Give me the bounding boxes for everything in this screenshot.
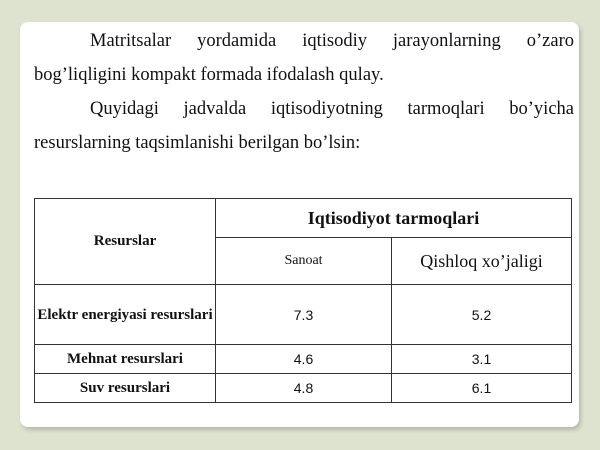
cell-suv-sanoat: 4.8 (216, 374, 392, 403)
cell-elektr-sanoat: 7.3 (216, 285, 392, 345)
row-label-elektr: Elektr energiyasi resurslari (35, 285, 216, 345)
table-row (35, 345, 572, 374)
cell-elektr-qishloq: 5.2 (392, 285, 572, 345)
cell-suv-qishloq: 6.1 (392, 374, 572, 403)
table-header-row (35, 199, 572, 238)
resources-table (34, 198, 572, 403)
paragraph-intro (34, 24, 574, 92)
header-resurslar: Resurslar (35, 199, 216, 285)
table-row (35, 285, 572, 345)
header-iqtisodiyot-tarmoqlari: Iqtisodiyot tarmoqlari (216, 199, 572, 238)
table-row (35, 374, 572, 403)
cell-mehnat-qishloq: 3.1 (392, 345, 572, 374)
cell-mehnat-sanoat: 4.6 (216, 345, 392, 374)
paragraph-table-intro (34, 92, 574, 160)
row-label-mehnat: Mehnat resurslari (35, 345, 216, 374)
header-sanoat: Sanoat (216, 238, 392, 285)
slide (20, 22, 579, 427)
paragraph-intro-text: Matritsalar yordamida iqtisodiy jarayonlarning o’zaro bog’liqligini kompakt formada ifodalash qulay. (34, 31, 574, 85)
paragraph-table-intro-text: Quyidagi jadvalda iqtisodiyotning tarmoqlari bo’yicha resurslarning taqsimlanishi berilgan bo’lsin: (34, 99, 574, 153)
row-label-suv: Suv resurslari (35, 374, 216, 403)
header-qishloq-xojaligi: Qishloq xo’jaligi (392, 238, 572, 285)
